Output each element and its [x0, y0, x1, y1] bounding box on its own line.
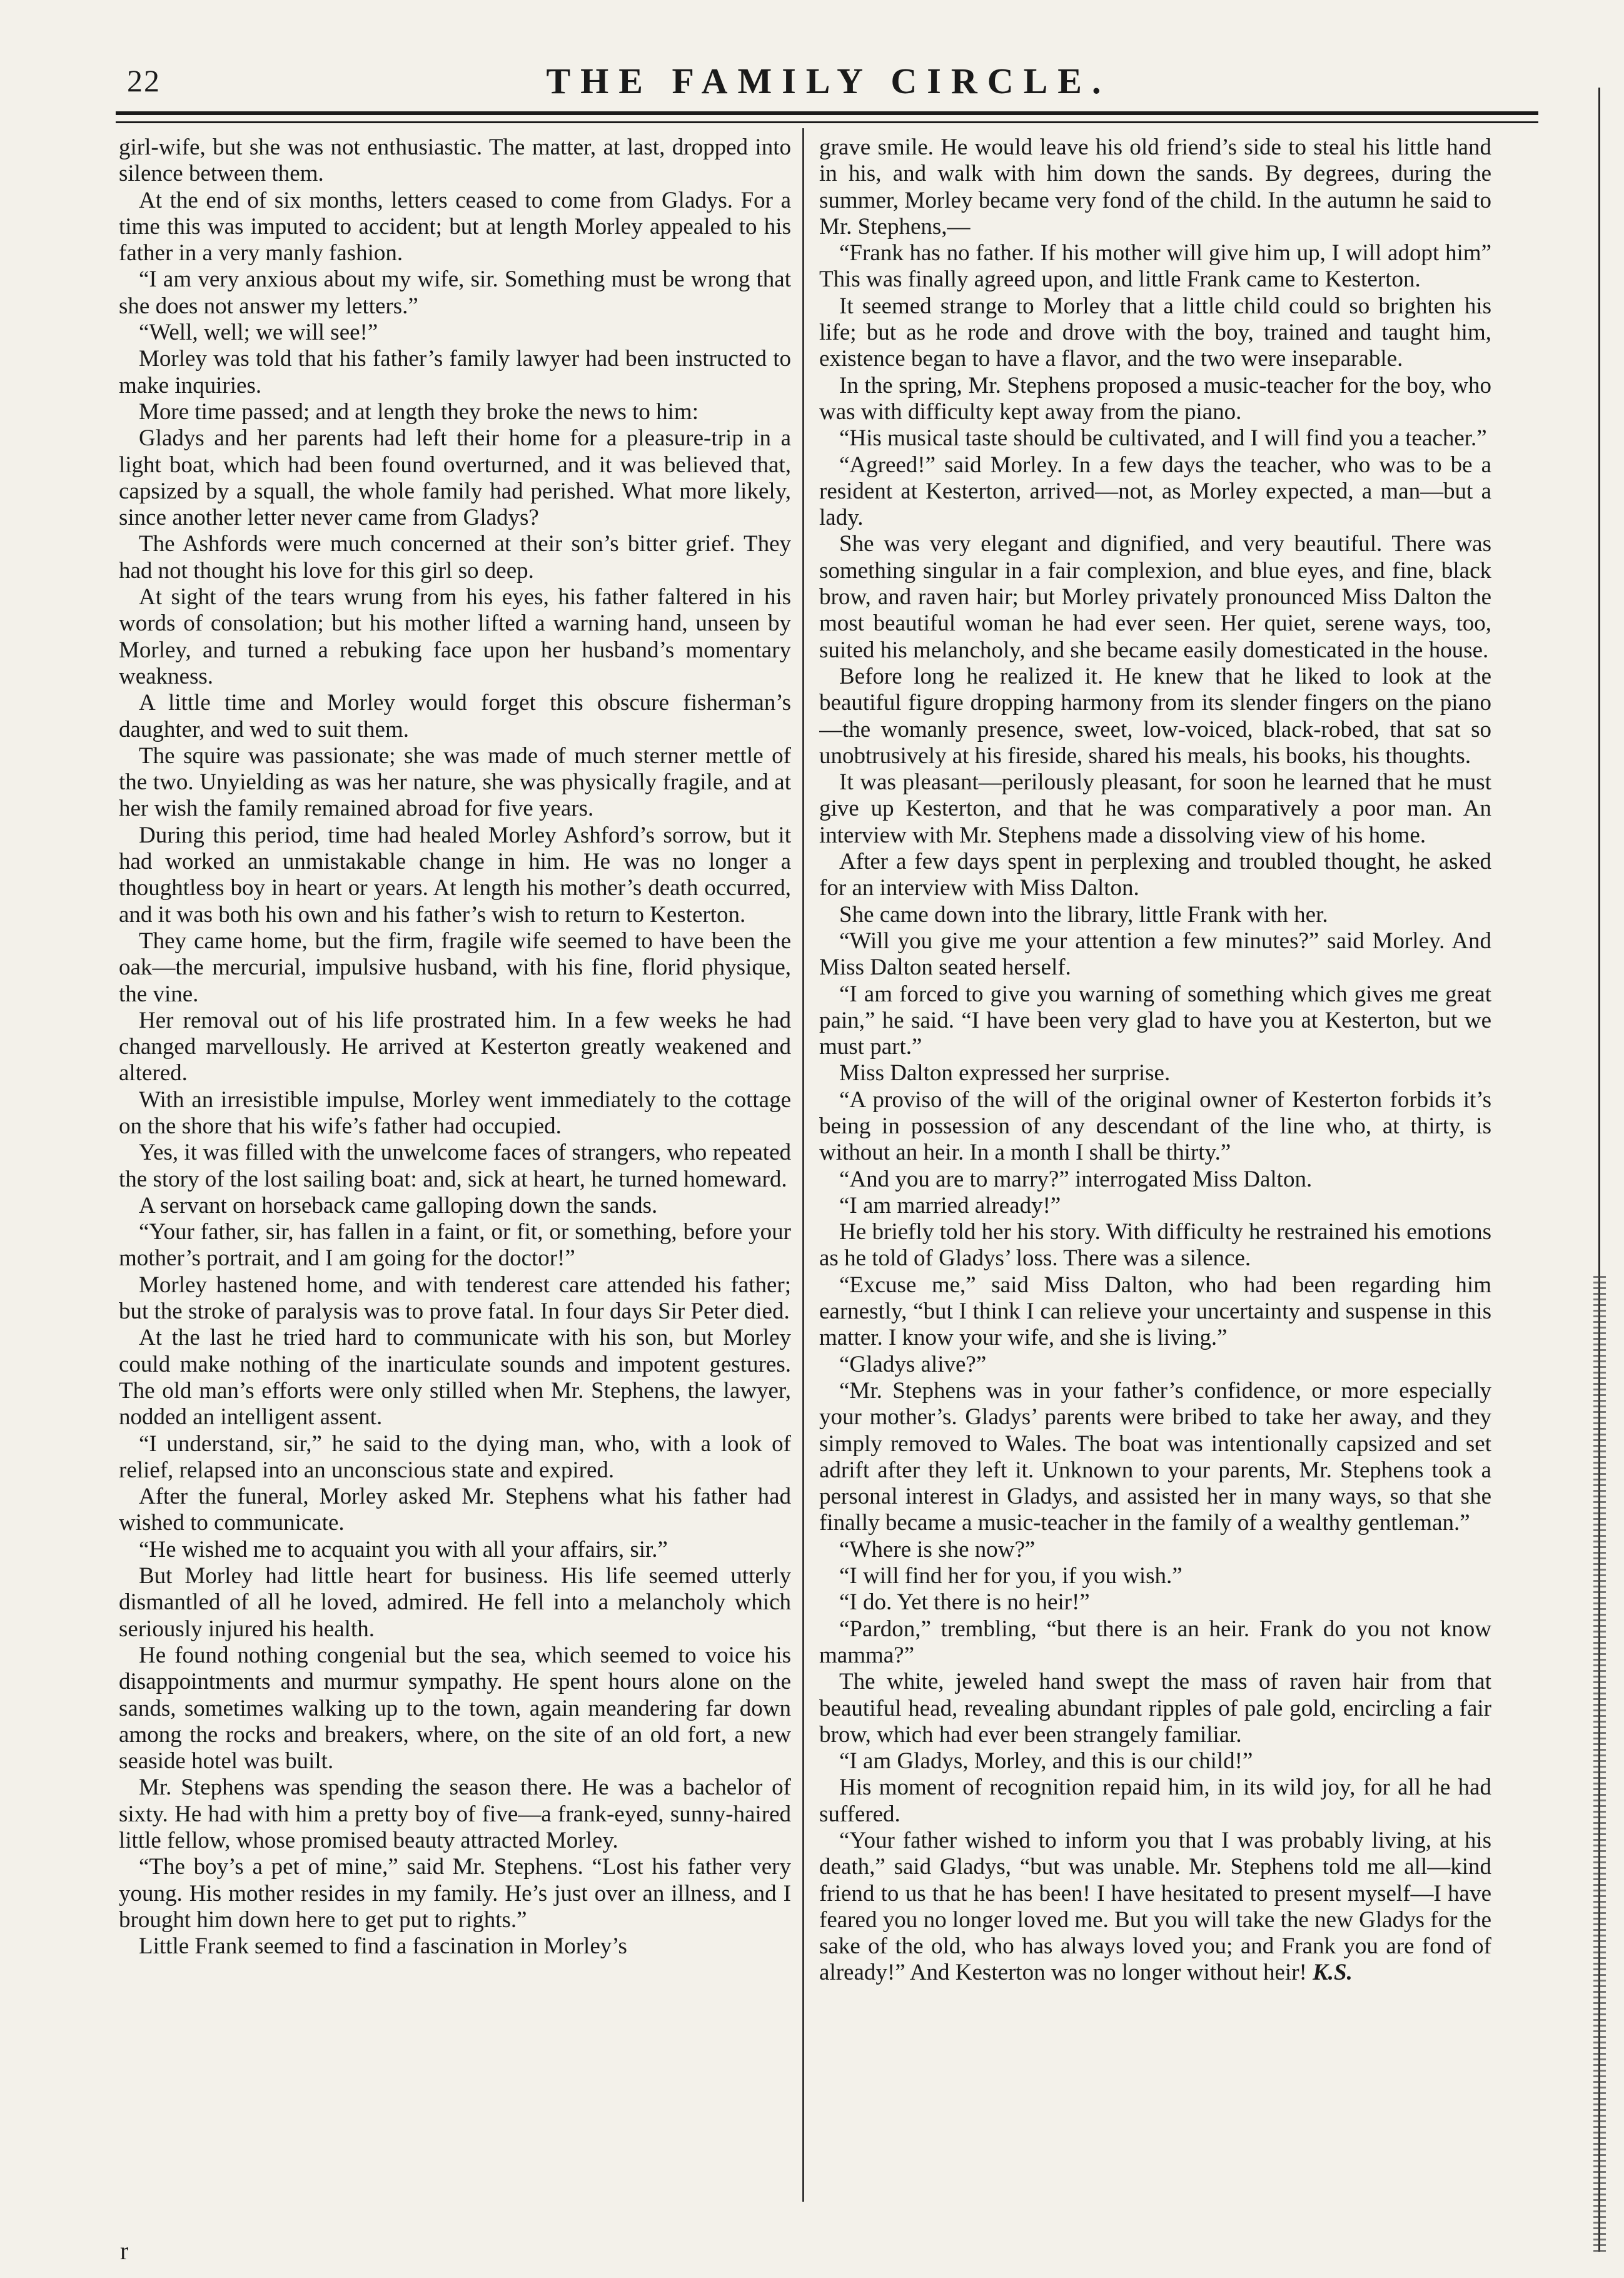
paragraph-text: “Frank has no father. If his mother will give him up, I will adopt him” This was finally agreed upon, and little Frank came to Kesterton. — [819, 240, 1491, 293]
paragraph — [819, 1193, 1491, 1219]
paragraph-text: “I do. Yet there is no heir!” — [839, 1589, 1090, 1616]
paragraph — [819, 293, 1491, 373]
paragraph — [119, 584, 791, 690]
paragraph-text: He found nothing congenial but the sea, which seemed to voice his disappointments and murmur sympathy. He spent hours alone on the sands, sometimes walking up to the town, again meandering far down among the rocks and breakers, where, on the site of an old fort, a new seaside hotel was built. — [119, 1642, 791, 1774]
paragraph — [119, 188, 791, 267]
author-signature: K.S. — [1313, 1960, 1353, 1986]
paragraph — [819, 1272, 1491, 1352]
paragraph — [119, 1272, 791, 1325]
paragraph-text: The white, jeweled hand swept the mass of raven hair from that beautiful head, revealing abundant ripples of pale gold, encircling a fair brow, which had ever been strangely familiar. — [819, 1669, 1491, 1748]
publication-title: THE FAMILY CIRCLE. — [546, 61, 1111, 101]
paragraph-text: “Your father wished to inform you that I was probably living, at his death,” said Gladys, “but was unable. Mr. Stephens told me all—kind friend to us that he has been! I have hesitated to present myself—I have feared you no longer loved me. But you will take the new Gladys for the sake of the old, who has always loved you; and Frank you are fond of already!” And Kesterton was no longer without heir! — [819, 1828, 1491, 1986]
page-edge-binding — [1593, 88, 1606, 2252]
paragraph-text: “Gladys alive?” — [839, 1351, 987, 1377]
paragraph-text: Her removal out of his life prostrated him. In a few weeks he had changed marvellously. He arrived at Kesterton greatly weakened and altered. — [119, 1007, 791, 1086]
paragraph — [819, 1087, 1491, 1167]
paragraph-text: Gladys and her parents had left their home for a pleasure-trip in a light boat, which had been found overturned, and it was believed that, capsized by a squall, the whole family had perished. What more likely, since another letter never came from Gladys? — [119, 425, 791, 531]
paragraph-text: “I understand, sir,” he said to the dying man, who, with a look of relief, relapsed into an unconscious state and expired. — [119, 1430, 791, 1483]
right-text-column — [819, 134, 1491, 2227]
paragraph-text: “The boy’s a pet of mine,” said Mr. Stephens. “Lost his father very young. His mother resides in my family. He’s just over an illness, and I brought him down here to get put to rights.” — [119, 1854, 791, 1933]
page-header — [122, 63, 1535, 106]
paragraph — [119, 1219, 791, 1272]
paragraph-text: She was very elegant and dignified, and very beautiful. There was something singular in a fair complexion, and blue eyes, and fine, black brow, and raven hair; but Morley privately pronounced Miss Dalton the most beautiful woman he had ever seen. Her quiet, serene ways, too, suited his melancholy, and she became easily domesticated in the house. — [819, 531, 1491, 663]
paragraph — [819, 1828, 1491, 1987]
paragraph — [119, 320, 791, 346]
paragraph — [119, 399, 791, 425]
paragraph-text: “His musical taste should be cultivated, and I will find you a teacher.” — [839, 425, 1487, 452]
paragraph — [819, 1616, 1491, 1669]
paragraph-text: But Morley had little heart for business. His life seemed utterly dismantled of all he loved, admired. He fell into a melancholy which seriously injured his health. — [119, 1563, 791, 1642]
paragraph — [819, 1669, 1491, 1748]
paragraph-text: At the end of six months, letters ceased to come from Gladys. For a time this was imputed to accident; but at length Morley appealed to his father in a very manly fashion. — [119, 187, 791, 266]
paragraph-text: “Will you give me your attention a few minutes?” said Morley. And Miss Dalton seated herself. — [819, 928, 1491, 981]
paragraph-text: The squire was passionate; she was made of much sterner mettle of the two. Unyielding as was her nature, she was physically fragile, and at her wish the family remained abroad for five years. — [119, 742, 791, 822]
paragraph-text: grave smile. He would leave his old friend’s side to steal his little hand in his, and walk with him down the sands. By degrees, during the summer, Morley became very fond of the child. In the autumn he said to Mr. Stephens,— — [819, 134, 1491, 240]
paragraph — [119, 928, 791, 1008]
paragraph-text: A servant on horseback came galloping down the sands. — [139, 1192, 658, 1218]
paragraph — [819, 849, 1491, 902]
paragraph — [119, 1643, 791, 1774]
paragraph-text: “I am forced to give you warning of something which gives me great pain,” he said. “I have been very glad to have you at Kesterton, but we must part.” — [819, 981, 1491, 1060]
paragraph — [119, 531, 791, 584]
paragraph-text: Yes, it was filled with the unwelcome faces of strangers, who repeated the story of the lost sailing boat: and, sick at heart, he turned homeward. — [119, 1140, 791, 1192]
paragraph — [119, 1193, 791, 1219]
paragraph — [119, 1431, 791, 1484]
paragraph-text: It seemed strange to Morley that a little child could so brighten his life; but as he rode and drove with the boy, trained and taught him, existence began to have a flavor, and the two were inseparable. — [819, 293, 1491, 372]
paragraph-text: “A proviso of the will of the original owner of Kesterton forbids it’s being in possession of any descendant of the line who, at thirty, is without an heir. In a month I shall be thirty.” — [819, 1086, 1491, 1166]
edge-hatch — [1593, 1276, 1606, 2252]
left-text-column — [119, 134, 791, 2227]
paragraph — [819, 1563, 1491, 1589]
footer-mark: r — [120, 2237, 129, 2265]
paragraph — [819, 1167, 1491, 1193]
header-rule-thin — [116, 121, 1538, 123]
paragraph-text: His moment of recognition repaid him, in its wild joy, for all he had suffered. — [819, 1774, 1491, 1827]
paragraph — [119, 823, 791, 928]
paragraph-text: “Your father, sir, has fallen in a faint, or fit, or something, before your mother’s portrait, and I am going for the doctor!” — [119, 1219, 791, 1272]
paragraph — [119, 1087, 791, 1140]
paragraph-text: “Where is she now?” — [839, 1536, 1036, 1562]
paragraph-text: She came down into the library, little Frank with her. — [839, 901, 1328, 928]
paragraph — [819, 928, 1491, 981]
paragraph — [819, 902, 1491, 928]
paragraph — [119, 1484, 791, 1537]
paragraph-text: “Mr. Stephens was in your father’s confidence, or more especially your mother’s. Gladys’ parents were bribed to take her away, and they simply removed to Wales. The boat was intentionally capsized and set adrift after they left it. Unknown to your parents, Mr. Stephens took a personal interest in Gladys, and assisted her in many ways, so that she finally became a music-teacher in the family of a wealthy gentleman.” — [819, 1377, 1491, 1536]
paragraph-text: Little Frank seemed to find a fascination in Morley’s — [139, 1933, 627, 1960]
paragraph — [119, 1325, 791, 1430]
paragraph — [819, 1589, 1491, 1616]
paragraph — [119, 690, 791, 743]
paragraph — [119, 1537, 791, 1563]
paragraph-text: The Ashfords were much concerned at their son’s bitter grief. They had not thought his love for this girl so deep. — [119, 531, 791, 584]
paragraph-text: “And you are to marry?” interrogated Miss Dalton. — [839, 1166, 1313, 1192]
paragraph — [819, 425, 1491, 452]
paragraph-text: “I am Gladys, Morley, and this is our child!” — [839, 1748, 1253, 1774]
paragraph — [119, 425, 791, 531]
paragraph-text: It was pleasant—perilously pleasant, for soon he learned that he must give up Kesterton, and that he was comparatively a poor man. An interview with Mr. Stephens made a dissolving view of his home. — [819, 769, 1491, 848]
paragraph-text: Mr. Stephens was spending the season there. He was a bachelor of sixty. He had with him a pretty boy of five—a frank-eyed, sunny-haired little fellow, whose promised beauty attracted Morley. — [119, 1774, 791, 1853]
paragraph — [119, 1563, 791, 1643]
paragraph — [119, 266, 791, 320]
paragraph — [119, 134, 791, 188]
paragraph-text: Miss Dalton expressed her surprise. — [839, 1060, 1171, 1086]
paragraph — [119, 1854, 791, 1933]
paragraph-text: In the spring, Mr. Stephens proposed a music-teacher for the boy, who was with difficulty kept away from the piano. — [819, 372, 1491, 425]
paragraph — [819, 1352, 1491, 1378]
paragraph-text: “I am very anxious about my wife, sir. Something must be wrong that she does not answer my letters.” — [119, 266, 791, 319]
paragraph — [819, 1774, 1491, 1828]
page-number: 22 — [127, 63, 161, 98]
paragraph-text: They came home, but the firm, fragile wife seemed to have been the oak—the mercurial, impulsive husband, with his fine, florid physique, the vine. — [119, 928, 791, 1007]
paragraph — [819, 531, 1491, 663]
paragraph-text: A little time and Morley would forget this obscure fisherman’s daughter, and wed to suit them. — [119, 690, 791, 742]
paragraph-text: At sight of the tears wrung from his eyes, his father faltered in his words of consolation; but his mother lifted a warning hand, unseen by Morley, and turned a rebuking face upon her husband’s momentary weakness. — [119, 584, 791, 689]
paragraph-text: “Agreed!” said Morley. In a few days the teacher, who was to be a resident at Kesterton, arrived—not, as Morley expected, a man—but a lady. — [819, 452, 1491, 531]
paragraph-text: Morley was told that his father’s family lawyer had been instructed to make inquiries. — [119, 346, 791, 398]
paragraph — [119, 1774, 791, 1854]
paragraph — [819, 1219, 1491, 1272]
paragraph — [819, 1537, 1491, 1563]
paragraph-text: “Well, well; we will see!” — [139, 320, 378, 346]
paragraph — [119, 1008, 791, 1087]
paragraph-text: “He wished me to acquaint you with all your affairs, sir.” — [139, 1536, 668, 1562]
header-rule-thick — [116, 111, 1538, 115]
paragraph-text: He briefly told her his story. With difficulty he restrained his emotions as he told of Gladys’ loss. There was a silence. — [819, 1219, 1491, 1272]
paragraph — [819, 769, 1491, 849]
paragraph-text: More time passed; and at length they broke the news to him: — [139, 398, 699, 425]
paragraph — [119, 1140, 791, 1193]
paragraph — [119, 743, 791, 823]
paragraph — [819, 240, 1491, 293]
paragraph-text: Before long he realized it. He knew that he liked to look at the beautiful figure dropping harmony from its slender fingers on the piano—the womanly presence, sweet, low-voiced, black-robed, that sat so unobtrusively at his fireside, shared his meals, his books, his thoughts. — [819, 663, 1491, 769]
paragraph-text: After a few days spent in perplexing and troubled thought, he asked for an interview with Miss Dalton. — [819, 849, 1491, 901]
paragraph-text: “Pardon,” trembling, “but there is an heir. Frank do you not know mamma?” — [819, 1616, 1491, 1668]
paragraph — [819, 373, 1491, 426]
paragraph-text: After the funeral, Morley asked Mr. Stephens what his father had wished to communicate. — [119, 1484, 791, 1536]
paragraph-text: “I am married already!” — [839, 1192, 1061, 1218]
column-divider — [802, 128, 804, 2202]
paragraph — [819, 981, 1491, 1061]
paragraph — [819, 664, 1491, 769]
paragraph — [819, 1748, 1491, 1774]
paragraph — [819, 134, 1491, 240]
paragraph — [119, 346, 791, 399]
paragraph — [819, 1378, 1491, 1537]
paragraph-text: With an irresistible impulse, Morley went immediately to the cottage on the shore that his wife’s father had occupied. — [119, 1086, 791, 1139]
paragraph-text: At the last he tried hard to communicate with his son, but Morley could make nothing of the inarticulate sounds and impotent gestures. The old man’s efforts were only stilled when Mr. Stephens, the lawyer, nodded an intelligent assent. — [119, 1325, 791, 1430]
paragraph-text: “Excuse me,” said Miss Dalton, who had been regarding him earnestly, “but I think I can relieve your uncertainty and suspense in this matter. I know your wife, and she is living.” — [819, 1272, 1491, 1351]
paragraph-text: Morley hastened home, and with tenderest care attended his father; but the stroke of paralysis was to prove fatal. In four days Sir Peter died. — [119, 1272, 791, 1325]
paragraph-text: girl-wife, but she was not enthusiastic. The matter, at last, dropped into silence between them. — [119, 134, 791, 187]
paragraph — [119, 1933, 791, 1960]
paragraph-text: During this period, time had healed Morley Ashford’s sorrow, but it had worked an unmistakable change in him. He was no longer a thoughtless boy in heart or years. At length his mother’s death occurred, and it was both his own and his father’s wish to return to Kesterton. — [119, 822, 791, 928]
paragraph — [819, 452, 1491, 532]
paragraph — [819, 1060, 1491, 1086]
paragraph-text: “I will find her for you, if you wish.” — [839, 1563, 1183, 1589]
